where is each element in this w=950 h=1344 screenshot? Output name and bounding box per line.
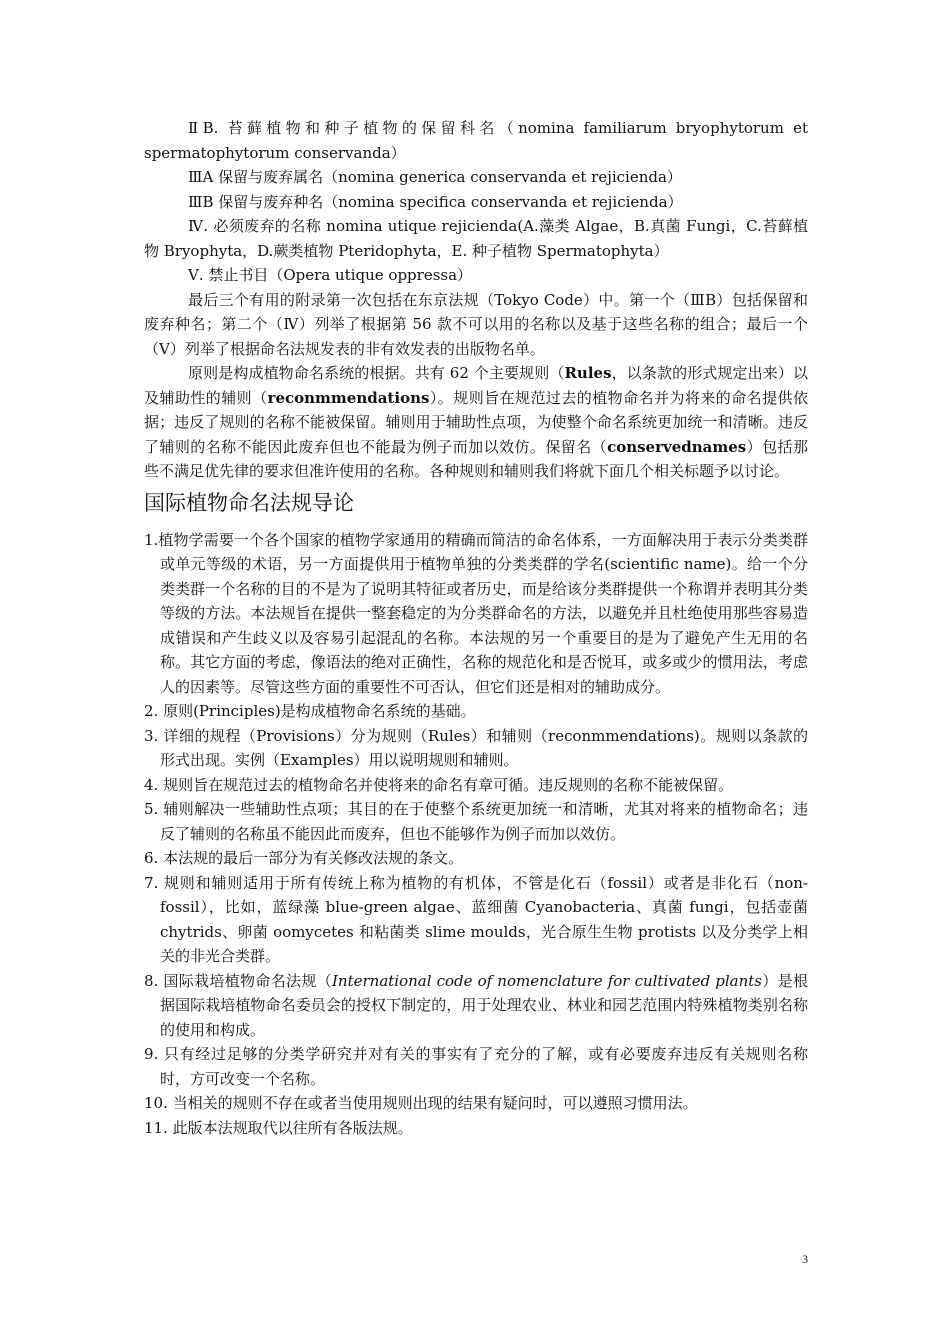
list-item: 1.植物学需要一个各个国家的植物学家通用的精确而简洁的命名体系，一方面解决用于表示分类类群或单元等级的术语，另一方面提供用于植物单独的分类类群的学名(scientific name)。给一个分类类群一个名称的目的不是为了说明其特征或者历史，而是给该分类群提供一个称谓并表明其分类等级的方法。本法规旨在提供一整套稳定的为分类群命名的方法，以避免并且杜绝使用那些容易造成错误和产生歧义以及容易引起混乱的名称。本法规的另一个重要目的是为了避免产生无用的名称。其它方面的考虑，像语法的绝对正确性，名称的规范化和是否悦耳，或多或少的惯用法，考虑人的因素等。尽管这些方面的重要性不可否认，但它们还是相对的辅助成分。 [144, 530, 808, 696]
section-heading: 国际植物命名法规导论 [144, 490, 354, 515]
numbered-list [144, 528, 808, 1141]
appendix-2b: ⅡB. 苔藓植物和种子植物的保留科名（nomina familiarum bryophytorum et spermatophytorum conservanda） [144, 119, 808, 162]
appendix-5: Ⅴ. 禁止书目（Opera utique oppressa） [188, 266, 473, 284]
page-number: 3 [802, 1252, 808, 1266]
list-item: 10. 当相关的规则不存在或者当使用规则出现的结果有疑问时，可以遵照习惯用法。 [144, 1094, 698, 1112]
list-item: 4. 规则旨在规范过去的植物命名并使将来的命名有章可循。违反规则的名称不能被保留。 [144, 775, 734, 794]
page-content [144, 116, 808, 1140]
appendix-3a: ⅢA 保留与废弃属名（nomina generica conservanda et rejicienda） [188, 168, 682, 186]
list-item: 8. 国际栽培植物命名法规（International code of nomenclature for cultivated plants）是根据国际栽培植物命名委员会的授权下制定的，用于处理农业、林业和园艺范围内特殊植物类别名称的使用和构成。 [144, 971, 808, 1039]
paragraph-appendices-note: 最后三个有用的附录第一次包括在东京法规（Tokyo Code）中。第一个（ⅢB）包括保留和废弃种名；第二个（Ⅳ）列举了根据第 56 款不可以用的名称以及基于这些名称的组合；最后一个（Ⅴ）列举了根据命名法规发表的非有效发表的出版物名单。 [144, 290, 808, 358]
appendix-4: Ⅳ. 必须废弃的名称 nomina utique rejicienda(A.藻类 Algae，B.真菌 Fungi，C.苔藓植物 Bryophyta，D.蕨类植物 Pteridophyta，E. 种子植物 Spermatophyta） [144, 217, 808, 260]
list-item: 9. 只有经过足够的分类学研究并对有关的事实有了充分的了解，或有必要废弃违反有关规则名称时，方可改变一个名称。 [144, 1045, 808, 1088]
list-item: 5. 辅则解决一些辅助性点项；其目的在于使整个系统更加统一和清晰，尤其对将来的植物命名；违反了辅则的名称虽不能因此而废弃，但也不能够作为例子而加以效仿。 [144, 800, 808, 843]
list-item: 3. 详细的规程（Provisions）分为规则（Rules）和辅则（reconmmendations)。规则以条款的形式出现。实例（Examples）用以说明规则和辅则。 [144, 726, 808, 769]
list-item: 11. 此版本法规取代以往所有各版法规。 [144, 1118, 413, 1137]
appendix-3b: ⅢB 保留与废弃种名（nomina specifica conservanda et rejicienda） [188, 192, 683, 211]
list-item: 7. 规则和辅则适用于所有传统上称为植物的有机体，不管是化石（fossil）或者是非化石（non-fossil），比如，蓝绿藻 blue-green algae、蓝细菌 Cyanobacteria、真菌 fungi，包括壶菌 chytrids、卵菌 oomycetes 和粘菌类 slime moulds，光合原生生物 protists 以及分类学上相关的非光合类群。 [144, 873, 808, 965]
list-item: 2. 原则(Principles)是构成植物命名系统的基础。 [144, 702, 476, 720]
list-item: 6. 本法规的最后一部分为有关修改法规的条文。 [144, 849, 464, 867]
paragraph-principles: 原则是构成植物命名系统的根据。共有 62 个主要规则（Rules，以条款的形式规定出来）以及辅助性的辅则（reconmmendations）。规则旨在规范过去的植物命名并为将来的命名提供依据；违反了规则的名称不能被保留。辅则用于辅助性点项，为使整个命名系统更加统一和清晰。违反了辅则的名称不能因此废弃但也不能最为例子而加以效仿。保留名（conservednames）包括那些不满足优先律的要求但准许使用的名称。各种规则和辅则我们将就下面几个相关标题予以讨论。 [144, 364, 808, 480]
